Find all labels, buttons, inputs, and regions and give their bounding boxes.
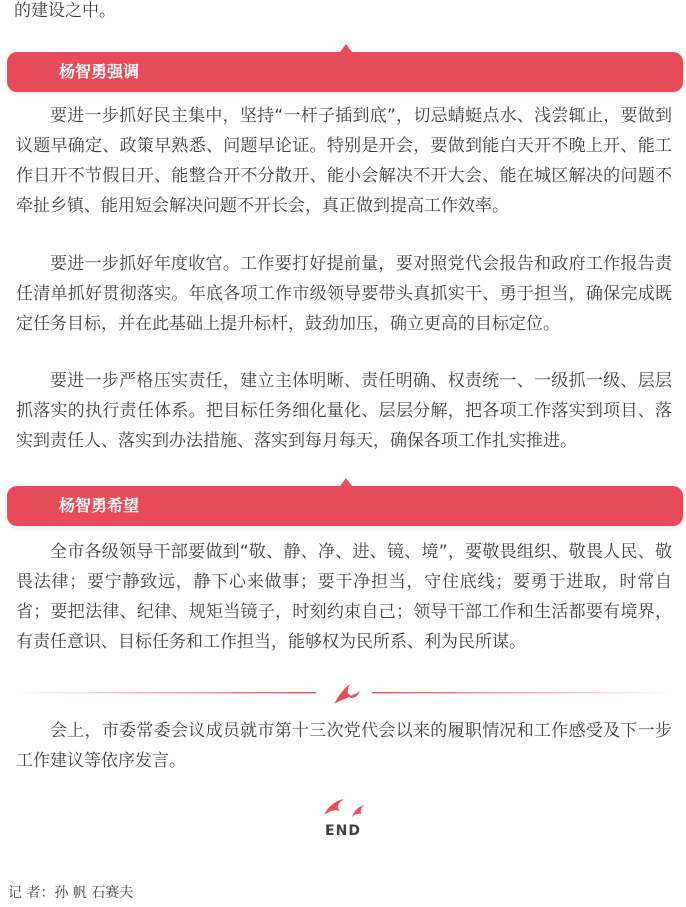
section-title: 杨智勇强调 [59,62,140,81]
paragraph: 要进一步抓好年度收官。工作要打好提前量，要对照党代会报告和政府工作报告责任清单抓好贯彻落实。年底各项工作市级领导要带头真抓实干、勇于担当，确保完成既定任务目标，并在此基础上提升标杆，鼓劲加压，确立更高的目标定位。 [16,254,672,334]
banner-notch [340,44,352,52]
paragraph: 全市各级领导干部要做到“敬、静、净、进、镜、境”，要敬畏组织、敬畏人民、敬畏法律；要宁静致远，静下心来做事；要干净担当，守住底线；要勇于进取，时常自省；要把法律、纪律、规矩当镜子，时刻约束自己；领导干部工作和生活都要有境界，有责任意识、目标任务和工作担当，能够权为民所系、利为民所谋。 [16,542,672,652]
end-mark [300,795,386,845]
paragraph: 要进一步严格压实责任，建立主体明晰、责任明确、权责统一、一级抓一级、层层抓落实的执行责任体系。把目标任务细化量化、层层分解，把各项工作落实到项目、落实到责任人、落实到办法措施、落实到每月每天，确保各项工作扎实推进。 [16,371,672,451]
section-title: 杨智勇希望 [59,496,140,515]
section-banner-emphasis [7,52,683,92]
paragraph: 会上，市委常委会议成员就市第十三次党代会以来的履职情况和工作感受及下一步工作建议等依序发言。 [16,721,672,771]
birds-icon [300,795,386,823]
intro-tail-text: 的建设之中。 [14,1,116,21]
decorative-divider [16,680,672,706]
reporter-byline: 记 者：孙 帆 石赛夫 [8,885,134,901]
paragraph: 要进一步抓好民主集中，坚持“一杆子插到底”，切忌蜻蜓点水、浅尝辄止，要做到议题早确定、政策早熟悉、问题早论证。特别是开会，要做到能白天开不晚上开、能工作日开不节假日开、能整合开不分散开、能小会解决不开大会、能在城区解决的问题不牵扯乡镇、能用短会解决问题不开长会，真正做到提高工作效率。 [16,106,672,216]
section-banner-hope [7,486,683,526]
end-label: END [325,823,361,839]
swallow-icon [334,684,360,704]
banner-notch [340,478,352,486]
